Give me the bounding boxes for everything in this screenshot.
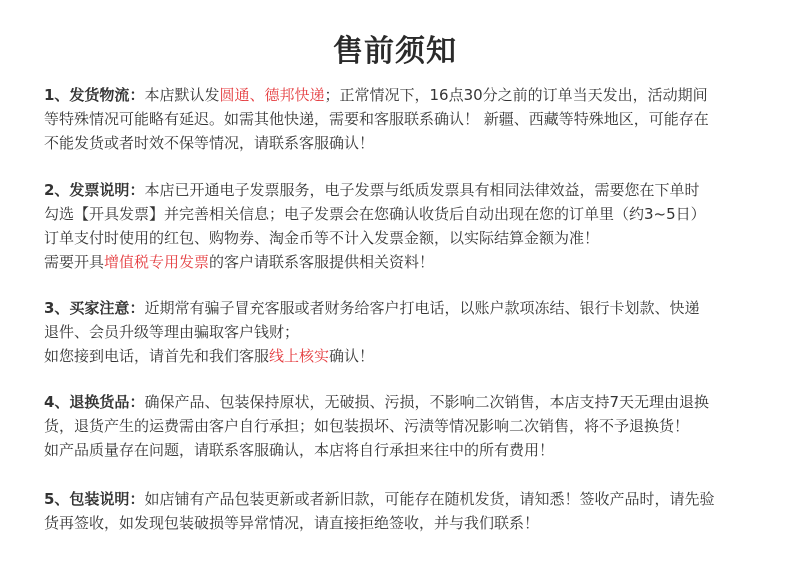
highlight-text: 线上核实 bbox=[269, 347, 330, 365]
highlight-text: 圆通、德邦快递 bbox=[219, 86, 325, 104]
section-line: 货，退货产生的运费需由客户自行承担；如包装损坏、污渍等情况影响二次销售，将不予退换货！ bbox=[44, 417, 690, 435]
section-line: 货再签收，如发现包装破损等异常情况，请直接拒绝签收，并与我们联系！ bbox=[44, 514, 540, 532]
page-title: 售前须知 bbox=[333, 34, 457, 69]
section-line: 5、包装说明：如店铺有产品包装更新或者新旧款，可能存在随机发货，请知悉！签收产品时，请先验 bbox=[44, 490, 715, 508]
section-packaging bbox=[44, 487, 756, 535]
section-line: 等特殊情况可能略有延迟。如需其他快递，需要和客服联系确认！ 新疆、西藏等特殊地区，可能存在 bbox=[44, 110, 709, 128]
section-line: 2、发票说明：本店已开通电子发票服务，电子发票与纸质发票具有相同法律效益，需要您在下单时 bbox=[44, 181, 700, 199]
section-heading: 2、发票说明： bbox=[44, 181, 145, 199]
section-line: 如您接到电话，请首先和我们客服线上核实确认！ bbox=[44, 347, 375, 365]
section-line: 需要开具增值税专用发票的客户请联系客服提供相关资料！ bbox=[44, 253, 435, 271]
section-heading: 3、买家注意： bbox=[44, 299, 145, 317]
section-buyer-notice bbox=[44, 296, 756, 368]
section-heading: 1、发货物流： bbox=[44, 86, 145, 104]
section-line: 勾选【开具发票】并完善相关信息；电子发票会在您确认收货后自动出现在您的订单里（约3~5日） bbox=[44, 205, 706, 223]
section-line: 1、发货物流：本店默认发圆通、德邦快递；正常情况下，16点30分之前的订单当天发出，活动期间 bbox=[44, 86, 708, 104]
section-heading: 5、包装说明： bbox=[44, 490, 145, 508]
section-shipping bbox=[44, 83, 756, 155]
highlight-text: 增值税专用发票 bbox=[104, 253, 210, 271]
section-line: 订单支付时使用的红包、购物券、淘金币等不计入发票金额，以实际结算金额为准！ bbox=[44, 229, 600, 247]
section-line: 4、退换货品：确保产品、包装保持原状，无破损、污损，不影响二次销售，本店支持7天无理由退换 bbox=[44, 393, 710, 411]
section-line: 退件、会员升级等理由骗取客户钱财； bbox=[44, 323, 300, 341]
section-invoice bbox=[44, 178, 756, 274]
section-line: 3、买家注意：近期常有骗子冒充客服或者财务给客户打电话，以账户款项冻结、银行卡划款、快递 bbox=[44, 299, 700, 317]
section-line: 不能发货或者时效不保等情况，请联系客服确认！ bbox=[44, 134, 375, 152]
section-heading: 4、退换货品： bbox=[44, 393, 145, 411]
section-line: 如产品质量存在问题，请联系客服确认，本店将自行承担来往中的所有费用！ bbox=[44, 441, 555, 459]
section-returns bbox=[44, 390, 756, 462]
